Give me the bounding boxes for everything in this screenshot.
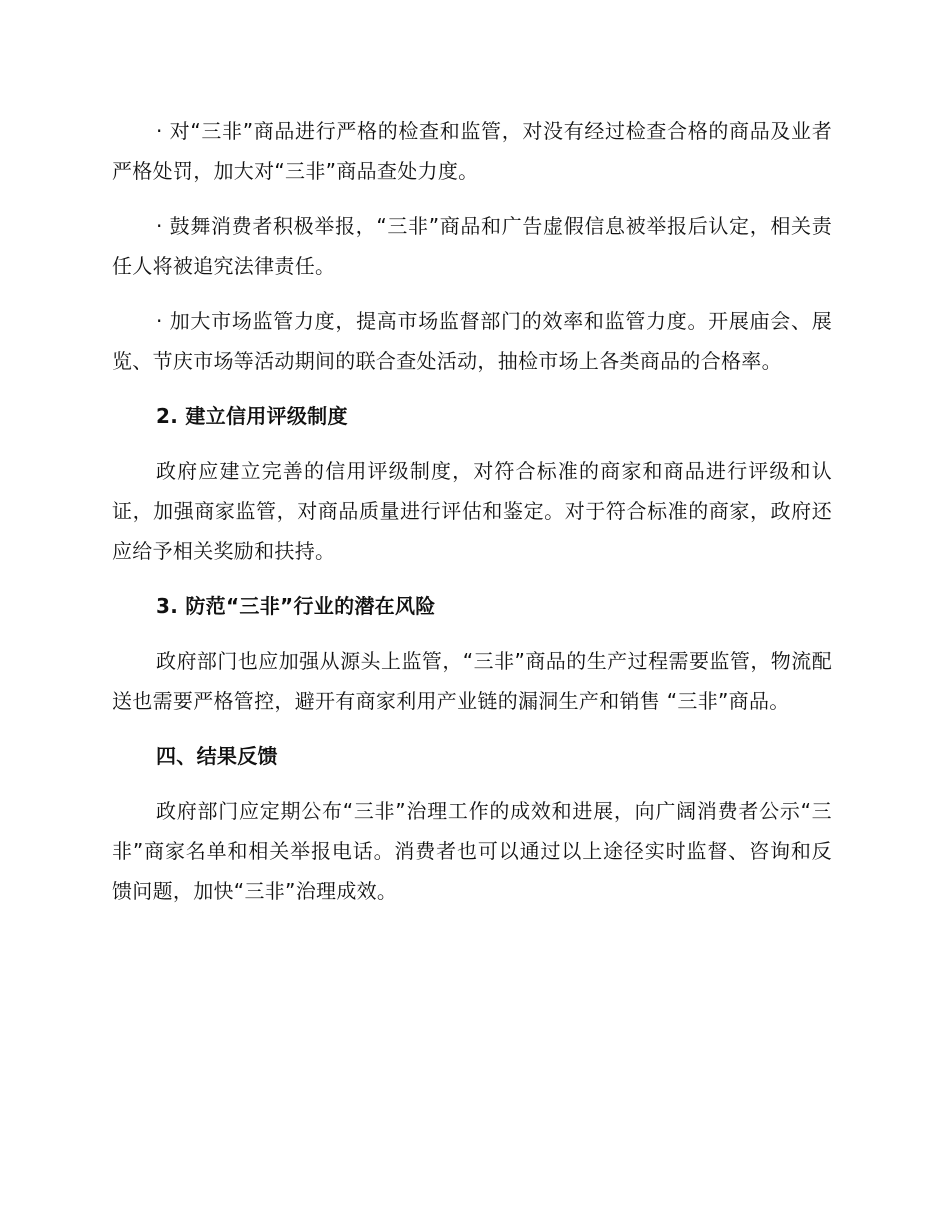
heading-result-feedback: 四、结果反馈 (156, 744, 278, 768)
bullet-market-supervision: · 加大市场监管力度，提高市场监督部门的效率和监管力度。开展庙会、展览、节庆市场等活动期间的联合查处活动，抽检市场上各类商品的合格率。 (112, 309, 832, 373)
heading-prevent-risk: 3. 防范“三非”行业的潜在风险 (156, 594, 436, 618)
bullet-strict-inspection: · 对“三非”商品进行严格的检查和监管，对没有经过检查合格的商品及业者严格处罚，加大对“三非”商品查处力度。 (112, 119, 832, 183)
para-result-feedback: 政府部门应定期公布“三非”治理工作的成效和进展，向广阔消费者公示“三非”商家名单和相关举报电话。消费者也可以通过以上途径实时监督、咨询和反馈问题，加快“三非”治理成效。 (112, 799, 832, 903)
heading-credit-rating: 2. 建立信用评级制度 (156, 404, 348, 428)
para-prevent-risk: 政府部门也应加强从源头上监管，“三非”商品的生产过程需要监管，物流配送也需要严格管控，避开有商家利用产业链的漏洞生产和销售 “三非”商品。 (112, 649, 832, 713)
bullet-encourage-reporting: · 鼓舞消费者积极举报，“三非”商品和广告虚假信息被举报后认定，相关责任人将被追究法律责任。 (112, 214, 832, 278)
para-credit-rating: 政府应建立完善的信用评级制度，对符合标准的商家和商品进行评级和认证，加强商家监管，对商品质量进行评估和鉴定。对于符合标准的商家，政府还应给予相关奖励和扶持。 (112, 459, 832, 563)
